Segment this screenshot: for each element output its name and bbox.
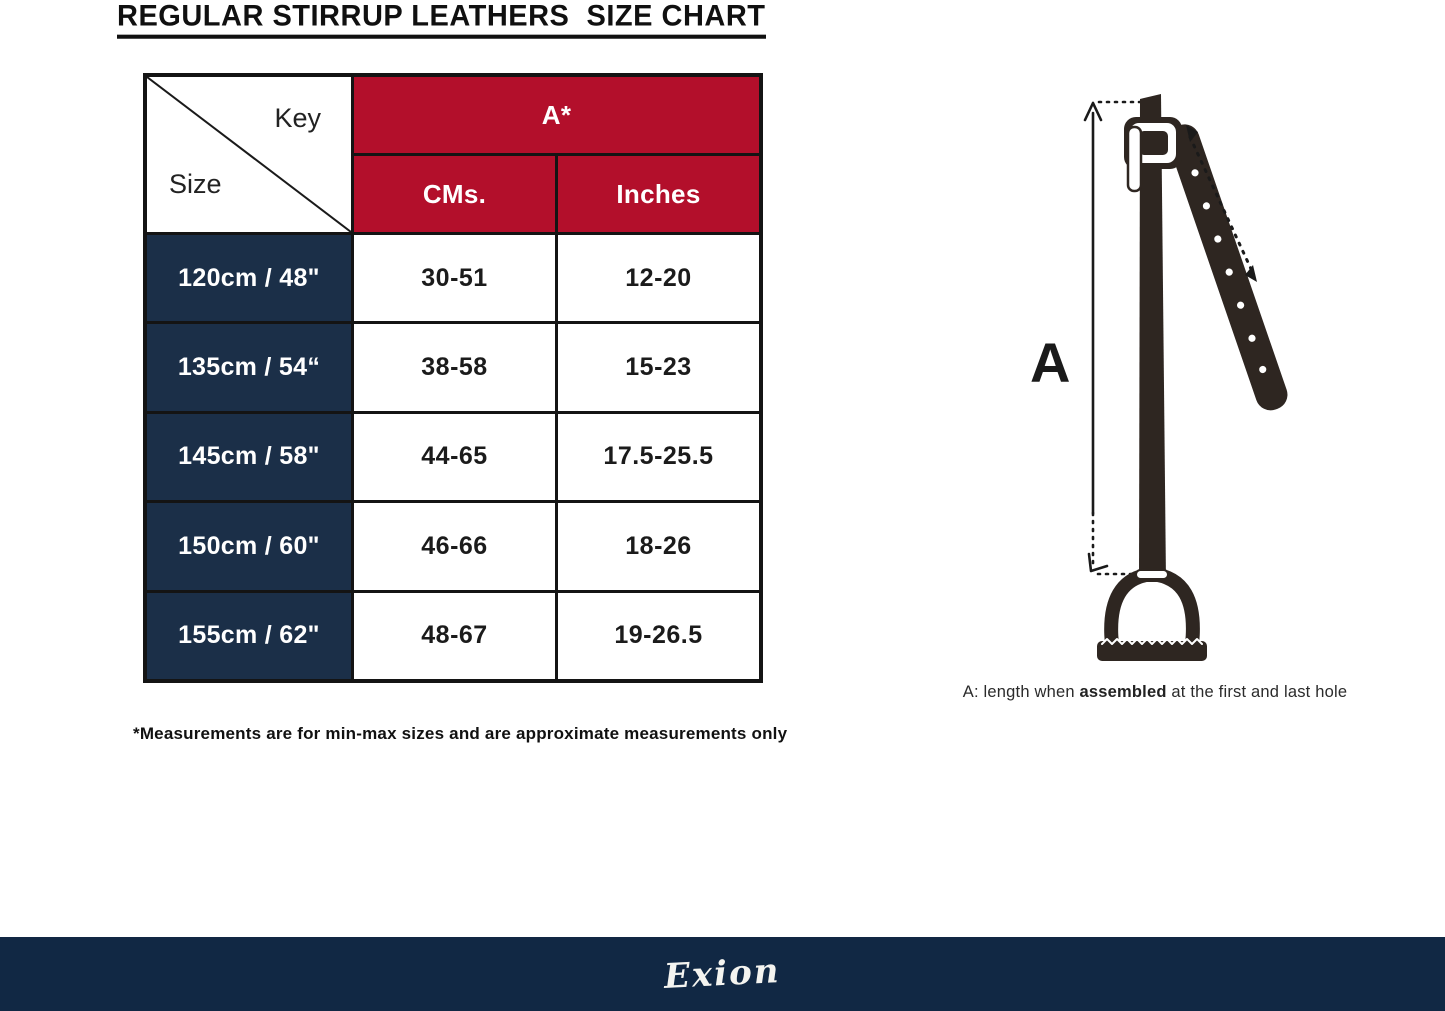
table-row-cms: 38-58 bbox=[354, 324, 555, 410]
table-row-size: 150cm / 60" bbox=[147, 503, 351, 589]
buckle-strap bbox=[1164, 120, 1292, 414]
footer-bar bbox=[0, 937, 1445, 1011]
column-header-cms: CMs. bbox=[354, 156, 555, 232]
corner-key-label: Key bbox=[274, 103, 321, 133]
corner-size-label: Size bbox=[169, 169, 222, 199]
table-row-inches: 18-26 bbox=[558, 503, 759, 589]
caption-prefix: A: length when bbox=[962, 683, 1080, 701]
diagram-a-label: A bbox=[1030, 331, 1071, 394]
page-title: REGULAR STIRRUP LEATHERS SIZE CHART bbox=[117, 1, 766, 39]
table-row-inches: 19-26.5 bbox=[558, 593, 759, 679]
stirrup-iron bbox=[1097, 570, 1207, 661]
diagonal-divider bbox=[147, 77, 351, 232]
brand-logo: Exion bbox=[663, 950, 782, 998]
table-row-cms: 46-66 bbox=[354, 503, 555, 589]
table-row-inches: 12-20 bbox=[558, 235, 759, 321]
table-row-cms: 48-67 bbox=[354, 593, 555, 679]
table-row-inches: 17.5-25.5 bbox=[558, 414, 759, 500]
table-row-cms: 30-51 bbox=[354, 235, 555, 321]
measurements-footnote: *Measurements are for min-max sizes and are approximate measurements only bbox=[133, 724, 788, 743]
column-header-inches: Inches bbox=[558, 156, 759, 232]
stirrup-leather-diagram bbox=[1000, 85, 1400, 685]
table-row-size: 120cm / 48" bbox=[147, 235, 351, 321]
caption-suffix: at the first and last hole bbox=[1166, 683, 1348, 701]
diagram-caption bbox=[930, 683, 1380, 702]
table-row-size: 135cm / 54“ bbox=[147, 324, 351, 410]
table-row-cms: 44-65 bbox=[354, 414, 555, 500]
column-group-header: A* bbox=[354, 77, 759, 153]
table-row-size: 155cm / 62" bbox=[147, 593, 351, 679]
size-chart-table bbox=[143, 73, 763, 683]
table-corner-cell bbox=[147, 77, 351, 232]
table-row-size: 145cm / 58" bbox=[147, 414, 351, 500]
table-row-inches: 15-23 bbox=[558, 324, 759, 410]
caption-bold-word: assembled bbox=[1079, 683, 1167, 701]
